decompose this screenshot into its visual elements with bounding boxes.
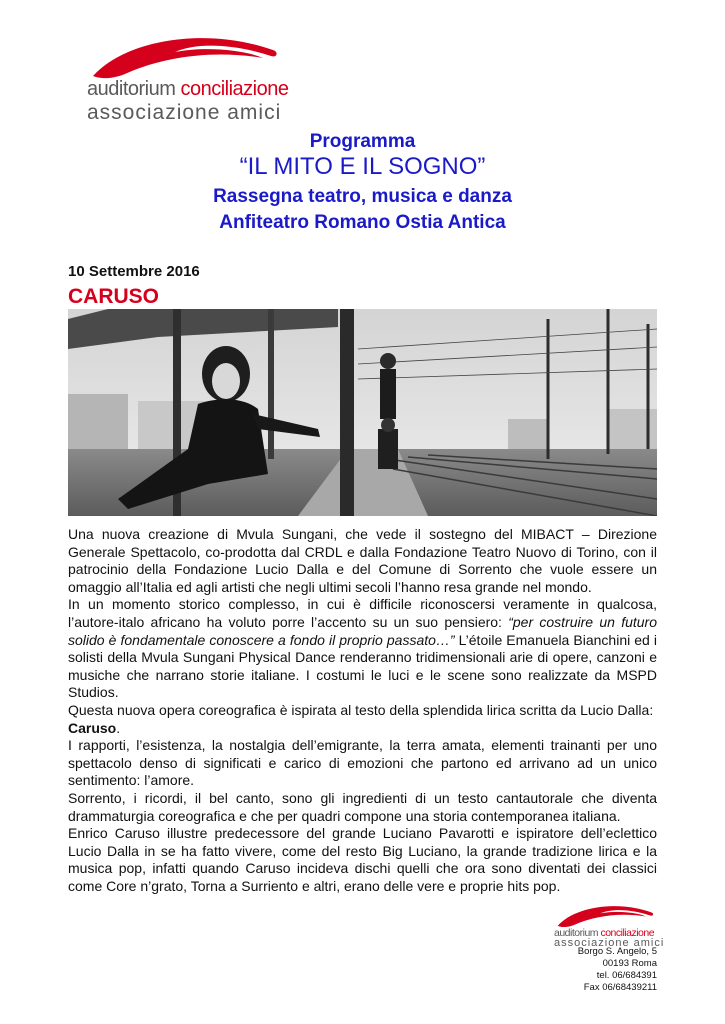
logo-line2: associazione amici: [87, 101, 282, 124]
show-title: CARUSO: [68, 285, 160, 308]
page-title: “IL MITO E IL SOGNO”: [239, 153, 486, 180]
address-fax: Fax 06/68439211: [583, 982, 657, 993]
paragraph-3: Questa nuova opera coreografica è ispirata al testo della splendida lirica scritta da Lucio Dalla: Caruso.: [68, 701, 654, 736]
logo-swoosh-small-icon: [553, 903, 658, 929]
logo-bottom: [553, 903, 665, 949]
address-tel: tel. 06/684391: [596, 970, 657, 981]
logo-swoosh-icon: [85, 32, 285, 82]
address-block: [578, 946, 657, 994]
logo-bottom-line2: associazione amici: [554, 937, 665, 949]
subtitle-1: Rassegna teatro, musica e danza: [213, 186, 512, 207]
event-date: 10 Settembre 2016: [68, 263, 200, 280]
paragraph-2-end: L’étoile Emanuela Bianchini ed i solisti della Mvula Sungani Physical Dance renderanno tridimensionali arie di opere, canzoni e musiche che narrano storie italiane. I costumi le luci e le scene sono realizzate da MSPD Studios.: [68, 631, 658, 701]
address-street: Borgo S. Angelo, 5: [577, 946, 657, 957]
paragraph-2-start: In un momento storico complesso, in cui è difficile riconoscersi veramente in qualcosa, l’autore-italo africano ha voluto porre l’accento su un suo pensiero:: [68, 596, 657, 630]
logo-bottom-line1: auditorium conciliazione: [554, 927, 655, 939]
paragraph-5: Sorrento, i ricordi, il bel canto, sono gli ingredienti di un testo cantautorale che diventa drammaturgia coreografica e che per quadri compone una storia contemporanea italiana.: [68, 789, 657, 824]
paragraph-4: I rapporti, l’esistenza, la nostalgia dell’emigrante, la terra amata, elementi trainanti per uno spettacolo denso di significati e carico di emozioni che partono ed arrivano ad un unico sentimento: l’amore.: [68, 737, 657, 789]
paragraph-1: Una nuova creazione di Mvula Sungani, che vede il sostegno del MIBACT – Direzione Generale Spettacolo, co-prodotta dal CRDL e dalla Fondazione Teatro Nuovo di Torino, con il patrocinio della Fondazione Lucio Dalla e del Comune di Sorrento che vuole essere un omaggio all’Italia ed agli artisti che negli ultimi secoli l’hanno resa grande nel mondo.: [68, 526, 657, 595]
paragraph-3-text: Questa nuova opera coreografica è ispirata al testo della splendida lirica scritta da Lucio Dalla:: [68, 701, 654, 718]
program-label: Programma: [309, 131, 416, 152]
subtitle-2: Anfiteatro Romano Ostia Antica: [219, 212, 506, 233]
logo-top: [85, 32, 289, 124]
paragraph-2-quote: “per costruire un futuro solido è fondamentale conoscere a fondo il proprio passato…”: [68, 613, 657, 648]
show-photo: [68, 309, 657, 516]
logo-line1: auditorium conciliazione: [87, 78, 289, 100]
body-text: [68, 526, 657, 895]
paragraph-2: [68, 596, 657, 702]
paragraph-6: Enrico Caruso illustre predecessore del grande Luciano Pavarotti e ispiratore dell’eclettico Lucio Dalla in se ha fatto vivere, come del resto Big Luciano, la grande tradizione lirica e la musica pop, infatti quando Caruso incideva dischi quelli che ora sono diventati dei classici come Core n’grato, Torna a Surriento e altri, erano delle vere e proprie hits pop.: [68, 825, 657, 894]
address-city: 00193 Roma: [602, 958, 657, 969]
paragraph-3-bold: Caruso: [68, 719, 117, 736]
